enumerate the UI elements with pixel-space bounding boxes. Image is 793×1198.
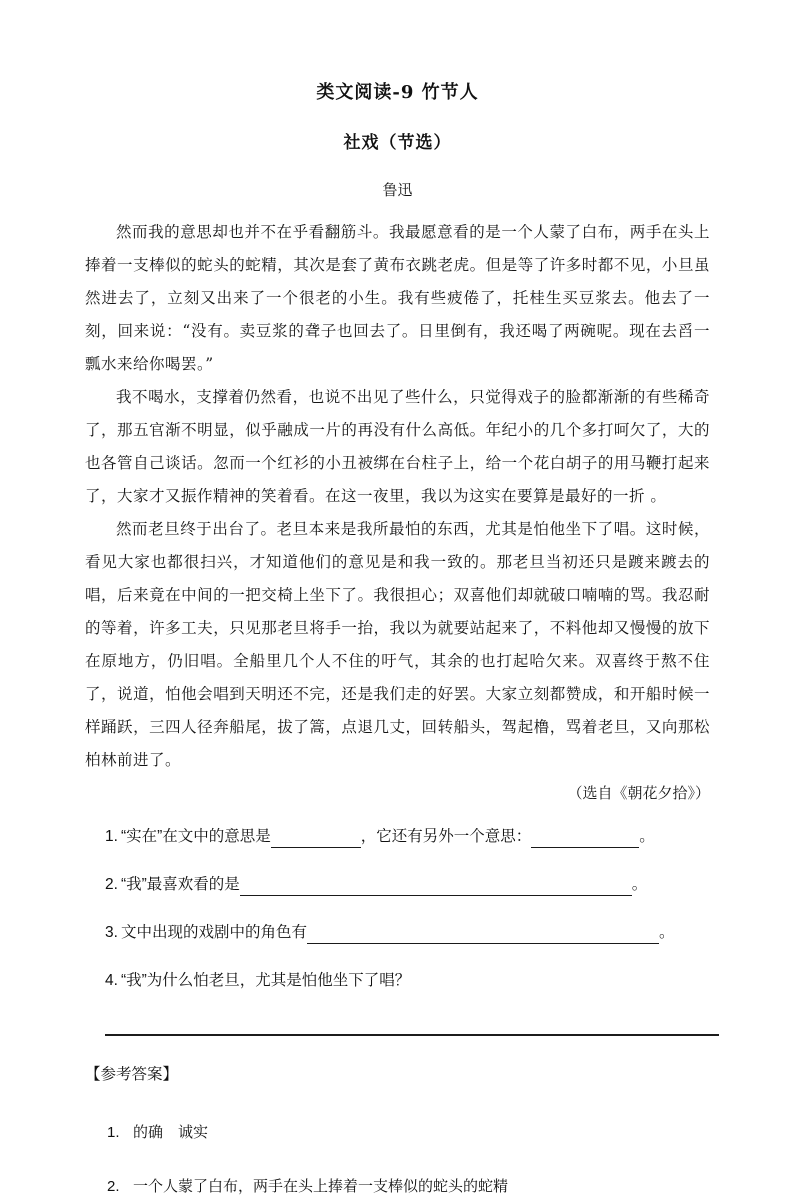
question-text: 。 [658,924,675,941]
question-number: 2. [105,876,118,893]
question-text: ，它还有另外一个意思： [360,828,532,845]
doc-title: 类文阅读-9 竹节人 [316,82,479,103]
fill-in-blank [240,879,632,896]
question-list [105,826,710,992]
question-text: “实在”在文中的意思是 [120,828,271,845]
question-text: 。 [631,876,648,893]
answer-text: 一个人蒙了白布，两手在头上捧着一支棒似的蛇头的蛇精 [133,1178,509,1195]
fill-in-blank [307,927,659,944]
passage-paragraph-2: 我不喝水，支撑着仍然看，也说不出见了些什么，只觉得戏子的脸都渐渐的有些稀奇了，那五官渐不明显，似乎融成一片的再没有什么高低。年纪小的几个多打呵欠了，大的也各管自己谈话。忽而一个红衫的小丑被绑在台柱子上，给一个花白胡子的用马鞭打起来了，大家才又振作精神的笑着看。在这一夜里，我以为这实在要算是最好的一折 。 [85,388,710,505]
passage-paragraph-3: 然而老旦终于出台了。老旦本来是我所最怕的东西，尤其是怕他坐下了唱。这时候，看见大家也都很扫兴，才知道他们的意见是和我一致的。那老旦当初还只是踱来踱去的唱，后来竟在中间的一把交椅上坐下了。我很担心；双喜他们却就破口喃喃的骂。我忍耐的等着，许多工夫，只见那老旦将手一抬，我以为就要站起来了，不料他却又慢慢的放下在原地方，仍旧唱。全船里几个人不住的吁气，其余的也打起哈欠来。双喜终于熬不住了，说道，怕他会唱到天明还不完，还是我们走的好罢。大家立刻都赞成，和开船时候一样踊跃，三四人径奔船尾，拔了篙，点退几丈，回转船头，驾起橹，骂着老旦，又向那松柏林前进了。 [85,520,710,769]
question-4 [105,970,710,992]
question-3 [105,922,710,944]
question-text: “我”为什么怕老旦，尤其是怕他坐下了唱？ [120,972,411,989]
fill-in-blank [531,831,639,848]
answer-item-1 [107,1122,710,1144]
author-name: 鲁迅 [382,181,413,199]
answer-item-2 [107,1176,710,1198]
source-attribution: （选自《朝花夕拾》） [567,784,710,802]
question-number: 1. [105,828,118,845]
question-1 [105,826,710,848]
answer-number: 2. [107,1178,120,1195]
question-text: 。 [639,828,655,845]
reference-answers-heading: 【参考答案】 [85,1066,179,1083]
question-number: 3. [105,924,118,941]
answer-text: 的确 诚实 [133,1124,209,1141]
separator-line [105,1034,719,1036]
question-2 [105,874,710,896]
question-text: “我”最喜欢看的是 [120,876,240,893]
question-number: 4. [105,972,118,989]
passage-paragraph-1: 然而我的意思却也并不在乎看翻筋斗。我最愿意看的是一个人蒙了白布，两手在头上捧着一支棒似的蛇头的蛇精，其次是套了黄布衣跳老虎。但是等了许多时都不见，小旦虽然进去了，立刻又出来了一个很老的小生。我有些疲倦了，托桂生买豆浆去。他去了一刻，回来说：“没有。卖豆浆的聋子也回去了。日里倒有，我还喝了两碗呢。现在去舀一瓢水来给你喝罢。” [85,223,710,373]
answer-number: 1. [107,1124,120,1141]
reading-passage [85,216,710,810]
question-text: 文中出现的戏剧中的角色有 [120,924,307,941]
answer-list [107,1122,710,1198]
fill-in-blank [271,831,361,848]
doc-subtitle: 社戏（节选） [343,133,452,153]
